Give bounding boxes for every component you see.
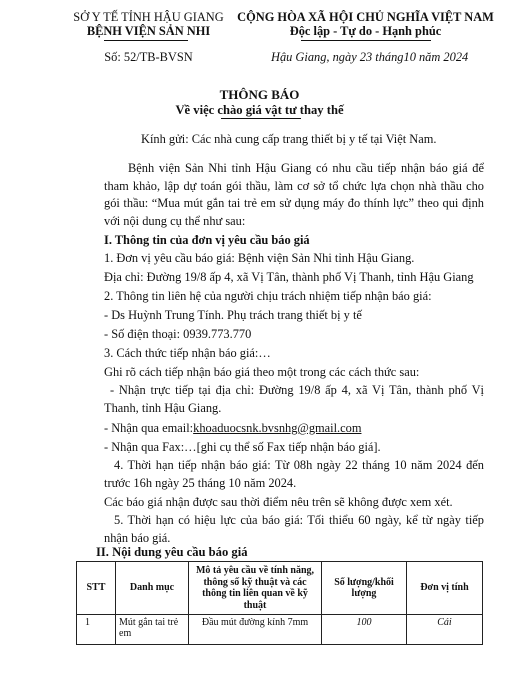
issue-date: Hậu Giang, ngày 23 tháng10 năm 2024: [271, 50, 469, 64]
section-2-heading: II. Nội dung yêu cầu báo giá: [96, 545, 248, 559]
contact-heading: 2. Thông tin liên hệ của người chịu trách nhiệm tiếp nhận báo giá:: [104, 289, 432, 303]
section-1-heading: I. Thông tin của đơn vị yêu cầu báo giá: [104, 233, 310, 247]
request-table: [76, 561, 483, 645]
document-subtitle: Về việc chào giá vật tư thay thế: [175, 103, 344, 117]
requesting-unit: 1. Đơn vị yêu cầu báo giá: Bệnh viện Sản Nhi tỉnh Hậu Giang.: [104, 251, 415, 265]
column-header-unit: Đơn vị tính: [407, 562, 483, 615]
motto-underline: [301, 40, 431, 41]
row-item: Mút gắn tai trẻ em: [116, 615, 189, 645]
title-underline: [221, 118, 301, 119]
contact-phone: - Số điện thoại: 0939.773.770: [104, 327, 252, 341]
table-row: [77, 615, 483, 645]
receipt-deadline: 4. Thời hạn tiếp nhận báo giá: Từ 08h ngày 22 tháng 10 năm 2024 đến trước 16h ngày 25 tháng 10 năm 2024.: [104, 458, 484, 490]
receipt-email-link[interactable]: khoaduocsnk.bvsnhg@gmail.com: [193, 421, 362, 435]
hospital-name: BỆNH VIỆN SẢN NHI: [86, 24, 211, 38]
motto: Độc lập - Tự do - Hạnh phúc: [289, 24, 442, 38]
column-header-item: Danh mục: [116, 562, 189, 615]
document-number: Số: 52/TB-BVSN: [104, 50, 193, 64]
receipt-method-heading: 3. Cách thức tiếp nhận báo giá:…: [104, 346, 271, 360]
row-unit: Cái: [407, 615, 483, 645]
receipt-direct: - Nhận trực tiếp tại địa chỉ: Đường 19/8 ấp 4, xã Vị Tân, thành phố Vị Thanh, tỉnh Hậu Giang.: [104, 383, 484, 415]
column-header-description: Mô tả yêu cầu về tính năng, thông số kỹ thuật và các thông tin liên quan về kỹ thuật: [189, 562, 322, 615]
row-stt: 1: [77, 615, 116, 645]
ministry-name: SỞ Y TẾ TỈNH HẬU GIANG: [73, 10, 224, 24]
row-description: Đầu mút đường kính 7mm: [189, 615, 322, 645]
document-title: THÔNG BÁO: [219, 87, 300, 102]
hospital-underline: [104, 40, 188, 41]
recipient-line: Kính gửi: Các nhà cung cấp trang thiết bị y tế tại Việt Nam.: [141, 132, 437, 146]
column-header-quantity: Số lượng/khối lượng: [322, 562, 407, 615]
row-quantity: 100: [322, 615, 407, 645]
receipt-email-label: - Nhận qua email:: [104, 421, 194, 435]
late-quote-note: Các báo giá nhận được sau thời điểm nêu trên sẽ không được xem xét.: [104, 495, 453, 509]
contact-person: - Ds Huỳnh Trung Tính. Phụ trách trang thiết bị y tế: [104, 308, 362, 322]
unit-address: Địa chỉ: Đường 19/8 ấp 4, xã Vị Tân, thành phố Vị Thanh, tỉnh Hậu Giang: [104, 270, 474, 284]
column-header-stt: STT: [77, 562, 116, 615]
republic-name: CỘNG HÒA XÃ HỘI CHỦ NGHĨA VIỆT NAM: [237, 10, 494, 24]
receipt-email-line: [104, 421, 361, 436]
quote-validity: 5. Thời hạn có hiệu lực của báo giá: Tối thiểu 60 ngày, kể từ ngày tiếp nhận báo giá.: [104, 513, 484, 545]
receipt-method-note: Ghi rõ cách tiếp nhận báo giá theo một trong các cách thức sau:: [104, 365, 420, 379]
intro-paragraph: Bệnh viện Sản Nhi tỉnh Hậu Giang có nhu cầu tiếp nhận báo giá để tham khảo, lập dự toán gói thầu, làm cơ sở tổ chức lựa chọn nhà thầu cho gói thầu: “Mua mút gắn tai trẻ em sử dụng máy đo thính lực” theo qui định với nội dung cụ thể như sau:: [104, 161, 484, 228]
receipt-fax: - Nhận qua Fax:…[ghi cụ thể số Fax tiếp nhận báo giá].: [104, 440, 381, 454]
